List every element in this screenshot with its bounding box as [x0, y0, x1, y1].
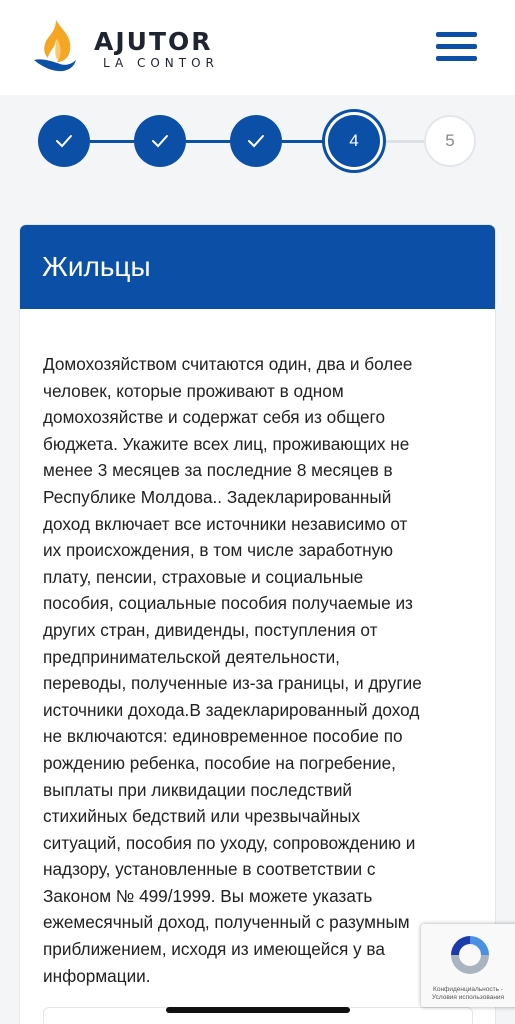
hamburger-menu-icon[interactable] [430, 26, 480, 66]
step-3[interactable] [230, 115, 282, 167]
home-indicator [166, 1007, 350, 1013]
step-connector [186, 140, 230, 143]
step-connector [380, 140, 426, 143]
recaptcha-badge[interactable] [421, 924, 515, 1007]
recaptcha-icon [447, 932, 493, 978]
step-5[interactable] [424, 115, 476, 167]
step-connector [282, 140, 326, 143]
residents-card [20, 225, 495, 1024]
step-1[interactable] [38, 115, 90, 167]
step-number: 5 [445, 131, 455, 150]
progress-stepper [0, 95, 515, 195]
brand-name: AJUTOR [94, 27, 213, 56]
check-icon [55, 134, 73, 148]
recaptcha-links[interactable]: Конфиденциальность - Условия использования [431, 986, 505, 1001]
card-header [20, 225, 495, 309]
step-2[interactable] [134, 115, 186, 167]
household-description: Домохозяйством считаются один, два и более человек, которые проживают в одном домохозяйстве и содержат себя из общего бюджета. Укажите всех лиц, проживающих не менее 3 месяцев за последние 8 месяцев в Республике Молдова.. Задекларированный доход включает все источники независимо от их происхождения, в том числе заработную плату, пенсии, страховые и социальные пособия, социальные пособия получаемые из других стран, дивиденды, поступления от предпринимательской деятельности, переводы, полученные из-за границы, и другие источники дохода.В задекларированный доход не включаются: единовременное пособие по рождению ребенка, пособие на погребение, выплаты при ликвидации последствий стихийных бедствий или чрезвычайных ситуаций, пособия по уходу, сопровождению и надзору, установленные в соответствии с Законом № 499/1999. Вы можете указать ежемесячный доход, полученный с разумным приближением, исходя из имеющейся у ва информации. [43, 354, 422, 986]
check-icon [247, 134, 265, 148]
check-icon [151, 134, 169, 148]
logo[interactable] [32, 18, 222, 78]
step-4-current[interactable] [328, 115, 380, 167]
step-number: 4 [349, 131, 359, 150]
flame-in-hand-logo-icon [32, 18, 78, 74]
card-title: Жильцы [42, 251, 151, 282]
brand-tagline: LA CONTOR [103, 56, 219, 70]
app-header [0, 0, 515, 95]
step-connector [90, 140, 134, 143]
